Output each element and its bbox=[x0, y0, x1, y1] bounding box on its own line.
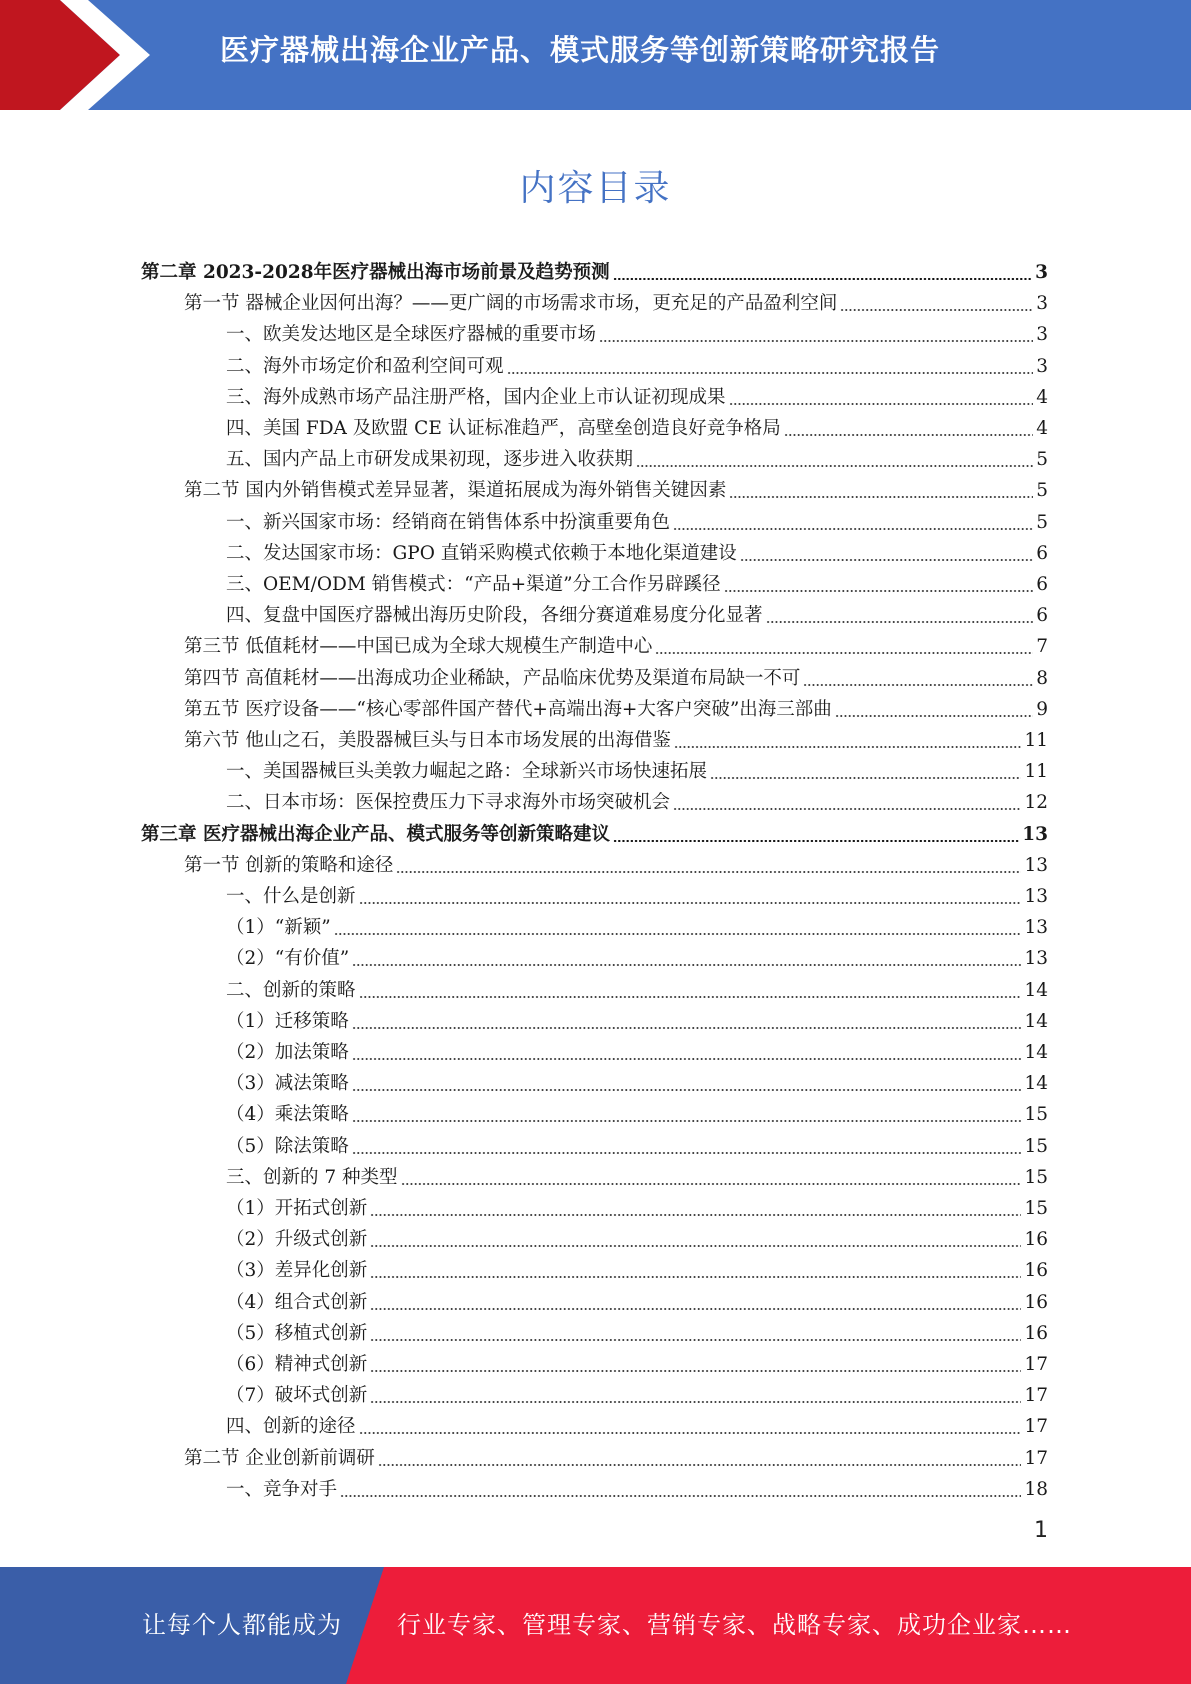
toc-entry-page: 16 bbox=[1024, 1322, 1048, 1344]
toc-entry-page: 15 bbox=[1024, 1198, 1048, 1219]
toc-entry-title: （7）破坏式创新 bbox=[226, 1385, 368, 1407]
toc-entry[interactable] bbox=[184, 660, 1048, 691]
toc-dot-leader bbox=[766, 621, 1034, 623]
toc-entry[interactable] bbox=[226, 410, 1048, 441]
toc-entry-page: 5 bbox=[1036, 480, 1048, 502]
toc-entry-page: 11 bbox=[1024, 761, 1048, 783]
toc-dot-leader bbox=[401, 1183, 1022, 1185]
toc-entry-title: 第五节 医疗设备——“核心零部件国产替代+高端出海+大客户突破”出海三部曲 bbox=[184, 698, 832, 720]
toc-dot-leader bbox=[396, 871, 1021, 873]
toc-entry-page: 17 bbox=[1024, 1416, 1048, 1438]
toc-dot-leader bbox=[840, 309, 1033, 311]
toc-entry-title: （1）开拓式创新 bbox=[226, 1198, 368, 1219]
toc-entry[interactable] bbox=[226, 1252, 1048, 1283]
toc-entry-title: 一、竞争对手 bbox=[226, 1478, 338, 1500]
toc-entry-title: （1）“新颖” bbox=[226, 917, 331, 939]
toc-entry-title: 第三节 低值耗材——中国已成为全球大规模生产制造中心 bbox=[184, 636, 653, 658]
toc-entry-page: 16 bbox=[1024, 1260, 1048, 1282]
toc-entry-title: 四、创新的途径 bbox=[226, 1416, 356, 1438]
toc-entry[interactable] bbox=[184, 628, 1048, 659]
header-title: 医疗器械出海企业产品、模式服务等创新策略研究报告 bbox=[220, 33, 941, 67]
toc-entry-title: （2）加法策略 bbox=[226, 1042, 349, 1063]
toc-entry-page: 16 bbox=[1024, 1229, 1048, 1251]
toc-dot-leader bbox=[352, 964, 1021, 966]
toc-entry-title: 第四节 高值耗材——出海成功企业稀缺，产品临床优势及渠道布局缺一不可 bbox=[184, 667, 801, 689]
toc-entry-title: 一、什么是创新 bbox=[226, 886, 356, 907]
toc-entry[interactable] bbox=[226, 441, 1048, 472]
toc-dot-leader bbox=[378, 1464, 1022, 1466]
toc-dot-leader bbox=[340, 1495, 1021, 1497]
toc-entry-title: （6）精神式创新 bbox=[226, 1354, 368, 1375]
toc-entry-title: 三、OEM/ODM 销售模式：“产品+渠道”分工合作另辟蹊径 bbox=[226, 574, 721, 595]
toc-entry-title: （1）迁移策略 bbox=[226, 1010, 349, 1032]
toc-entry-title: 第二章 2023-2028年医疗器械出海市场前景及趋势预测 bbox=[141, 262, 610, 283]
toc-entry-page: 17 bbox=[1024, 1385, 1048, 1407]
toc-entry-page: 13 bbox=[1024, 948, 1048, 970]
toc-entry[interactable] bbox=[226, 753, 1048, 784]
toc-dot-leader bbox=[835, 715, 1033, 717]
toc-entry-page: 15 bbox=[1024, 1135, 1048, 1157]
footer-slogan-left: 让每个人都能成为 bbox=[142, 1611, 342, 1639]
toc-entry-page: 3 bbox=[1035, 262, 1048, 283]
toc-entry[interactable] bbox=[184, 722, 1048, 753]
toc-entry-page: 15 bbox=[1024, 1166, 1048, 1188]
toc-entry[interactable] bbox=[226, 379, 1048, 410]
toc-entry[interactable] bbox=[226, 1377, 1048, 1408]
toc-entry-title: （2）“有价值” bbox=[226, 948, 350, 970]
toc-entry-title: 第六节 他山之石，美股器械巨头与日本市场发展的出海借鉴 bbox=[184, 730, 671, 751]
toc-entry-title: 四、美国 FDA 及欧盟 CE 认证标准趋严，高壁垒创造良好竞争格局 bbox=[226, 418, 781, 439]
toc-entry-title: （4）组合式创新 bbox=[226, 1291, 368, 1313]
toc-entry-title: （3）减法策略 bbox=[226, 1073, 349, 1095]
toc-entry-page: 5 bbox=[1036, 449, 1048, 471]
toc-dot-leader bbox=[729, 403, 1034, 405]
toc-entry[interactable] bbox=[226, 1190, 1048, 1221]
toc-dot-leader bbox=[359, 996, 1022, 998]
toc-entry[interactable] bbox=[226, 1034, 1048, 1065]
toc-entry[interactable] bbox=[226, 535, 1048, 566]
toc-entry[interactable] bbox=[184, 472, 1048, 503]
toc-entry[interactable] bbox=[141, 816, 1048, 847]
toc-entry[interactable] bbox=[226, 1096, 1048, 1127]
toc-dot-leader bbox=[507, 372, 1034, 374]
toc-entry-title: 二、海外市场定价和盈利空间可观 bbox=[226, 355, 504, 377]
toc-dot-leader bbox=[334, 933, 1022, 935]
footer-slogan-right: 行业专家、管理专家、营销专家、战略专家、成功企业家…… bbox=[397, 1611, 1072, 1639]
toc-dot-leader bbox=[803, 684, 1033, 686]
toc-entry-page: 3 bbox=[1036, 355, 1048, 377]
toc-entry[interactable] bbox=[226, 1284, 1048, 1315]
toc-entry-page: 6 bbox=[1036, 605, 1048, 627]
toc-dot-leader bbox=[370, 1276, 1021, 1278]
toc-dot-leader bbox=[370, 1245, 1021, 1247]
toc-entry-page: 14 bbox=[1024, 979, 1048, 1001]
toc-dot-leader bbox=[352, 1058, 1022, 1060]
toc-entry-page: 14 bbox=[1024, 1042, 1048, 1063]
toc-dot-leader bbox=[359, 902, 1022, 904]
toc-entry-page: 9 bbox=[1036, 698, 1048, 720]
toc-title: 内容目录 bbox=[519, 168, 672, 209]
toc-entry[interactable] bbox=[226, 784, 1048, 815]
toc-entry-page: 4 bbox=[1036, 418, 1048, 439]
toc-entry-page: 3 bbox=[1036, 293, 1048, 315]
toc-entry[interactable] bbox=[226, 940, 1048, 971]
toc-entry[interactable] bbox=[184, 1440, 1048, 1471]
toc-entry[interactable] bbox=[226, 1128, 1048, 1159]
toc-entry-page: 13 bbox=[1024, 854, 1048, 876]
toc-entry[interactable] bbox=[226, 878, 1048, 909]
toc-dot-leader bbox=[352, 1120, 1022, 1122]
toc-dot-leader bbox=[673, 808, 1021, 810]
toc-entry-title: 第一节 创新的策略和途径 bbox=[184, 854, 394, 876]
toc-dot-leader bbox=[710, 777, 1021, 779]
toc-dot-leader bbox=[729, 496, 1033, 498]
toc-entry-page: 6 bbox=[1036, 542, 1048, 564]
toc-entry[interactable] bbox=[226, 597, 1048, 628]
toc-dot-leader bbox=[352, 1152, 1022, 1154]
toc-entry[interactable] bbox=[226, 1003, 1048, 1034]
toc-entry[interactable] bbox=[226, 909, 1048, 940]
toc-entry-page: 17 bbox=[1024, 1447, 1048, 1469]
toc-entry-title: （3）差异化创新 bbox=[226, 1260, 368, 1282]
toc-entry[interactable] bbox=[226, 1346, 1048, 1377]
toc-entry[interactable] bbox=[184, 691, 1048, 722]
toc-entry-title: （5）除法策略 bbox=[226, 1135, 349, 1157]
toc-entry-page: 17 bbox=[1024, 1354, 1048, 1375]
toc-entry-page: 15 bbox=[1024, 1104, 1048, 1126]
toc-dot-leader bbox=[636, 465, 1033, 467]
toc-entry-page: 13 bbox=[1024, 886, 1048, 907]
toc-dot-leader bbox=[359, 1432, 1022, 1434]
toc-entry-page: 7 bbox=[1036, 636, 1048, 658]
toc-entry-title: 一、新兴国家市场：经销商在销售体系中扮演重要角色 bbox=[226, 511, 671, 533]
toc-entry-page: 12 bbox=[1024, 792, 1048, 814]
toc-dot-leader bbox=[370, 1401, 1021, 1403]
toc-dot-leader bbox=[599, 340, 1033, 342]
toc-entry-title: 二、日本市场：医保控费压力下寻求海外市场突破机会 bbox=[226, 792, 671, 814]
toc-entry[interactable] bbox=[226, 1408, 1048, 1439]
toc-dot-leader bbox=[784, 434, 1034, 436]
toc-dot-leader bbox=[674, 746, 1022, 748]
toc-entry-title: （4）乘法策略 bbox=[226, 1104, 349, 1126]
toc-entry-title: 四、复盘中国医疗器械出海历史阶段，各细分赛道难易度分化显著 bbox=[226, 605, 763, 627]
toc-entry[interactable] bbox=[141, 254, 1048, 285]
toc-entry-title: 三、海外成熟市场产品注册严格，国内企业上市认证初现成果 bbox=[226, 386, 726, 408]
toc-entry-title: （2）升级式创新 bbox=[226, 1229, 368, 1251]
footer-banner bbox=[0, 1567, 1191, 1684]
toc-entry[interactable] bbox=[226, 1065, 1048, 1096]
toc-entry-title: 第二节 企业创新前调研 bbox=[184, 1447, 375, 1469]
toc-entry-page: 11 bbox=[1024, 730, 1048, 751]
toc-dot-leader bbox=[370, 1370, 1021, 1372]
toc-dot-leader bbox=[352, 1089, 1022, 1091]
toc-entry[interactable] bbox=[226, 972, 1048, 1003]
toc-entry[interactable] bbox=[226, 1221, 1048, 1252]
header-banner bbox=[0, 0, 1191, 110]
toc-entry[interactable] bbox=[184, 847, 1048, 878]
toc-entry-title: 第三章 医疗器械出海企业产品、模式服务等创新策略建议 bbox=[141, 823, 610, 845]
toc-entry[interactable] bbox=[226, 504, 1048, 535]
toc-entry-page: 13 bbox=[1024, 917, 1048, 939]
page-number: 1 bbox=[1034, 1518, 1048, 1543]
toc-entry-title: 一、美国器械巨头美敦力崛起之路：全球新兴市场快速拓展 bbox=[226, 761, 708, 783]
toc-entry-page: 13 bbox=[1022, 823, 1048, 845]
toc-entry-page: 16 bbox=[1024, 1291, 1048, 1313]
toc-entry[interactable] bbox=[226, 1159, 1048, 1190]
toc-dot-leader bbox=[613, 278, 1033, 280]
toc-dot-leader bbox=[740, 559, 1033, 561]
toc-entry-title: （5）移植式创新 bbox=[226, 1322, 368, 1344]
toc-dot-leader bbox=[724, 590, 1034, 592]
toc-dot-leader bbox=[352, 1027, 1022, 1029]
toc-entry-title: 二、发达国家市场：GPO 直销采购模式依赖于本地化渠道建设 bbox=[226, 542, 737, 564]
toc-entry[interactable] bbox=[226, 566, 1048, 597]
toc-dot-leader bbox=[673, 528, 1033, 530]
toc-dot-leader bbox=[613, 840, 1019, 842]
toc-entry-title: 三、创新的 7 种类型 bbox=[226, 1166, 398, 1188]
toc-entry-page: 6 bbox=[1036, 574, 1048, 595]
toc-entry[interactable] bbox=[184, 285, 1048, 316]
toc-entry-title: 第二节 国内外销售模式差异显著，渠道拓展成为海外销售关键因素 bbox=[184, 480, 727, 502]
toc-entry-title: 二、创新的策略 bbox=[226, 979, 356, 1001]
toc-entry-page: 14 bbox=[1024, 1010, 1048, 1032]
toc-entry-title: 第一节 器械企业因何出海？——更广阔的市场需求市场，更充足的产品盈利空间 bbox=[184, 293, 838, 315]
toc-entry[interactable] bbox=[226, 316, 1048, 347]
toc-entry-page: 3 bbox=[1036, 324, 1048, 346]
toc-entry-page: 5 bbox=[1036, 511, 1048, 533]
toc-entry-page: 14 bbox=[1024, 1073, 1048, 1095]
toc-entry[interactable] bbox=[226, 1471, 1048, 1502]
toc-entry-title: 一、欧美发达地区是全球医疗器械的重要市场 bbox=[226, 324, 597, 346]
toc-entry[interactable] bbox=[226, 1315, 1048, 1346]
toc-entry-page: 4 bbox=[1036, 386, 1048, 408]
toc-entry-page: 8 bbox=[1036, 667, 1048, 689]
toc-entry[interactable] bbox=[226, 348, 1048, 379]
toc-dot-leader bbox=[655, 652, 1033, 654]
toc-dot-leader bbox=[370, 1214, 1021, 1216]
toc-entry-page: 18 bbox=[1024, 1478, 1048, 1500]
toc-entry-title: 五、国内产品上市研发成果初现，逐步进入收获期 bbox=[226, 449, 634, 471]
toc-dot-leader bbox=[370, 1339, 1021, 1341]
toc-dot-leader bbox=[370, 1308, 1021, 1310]
